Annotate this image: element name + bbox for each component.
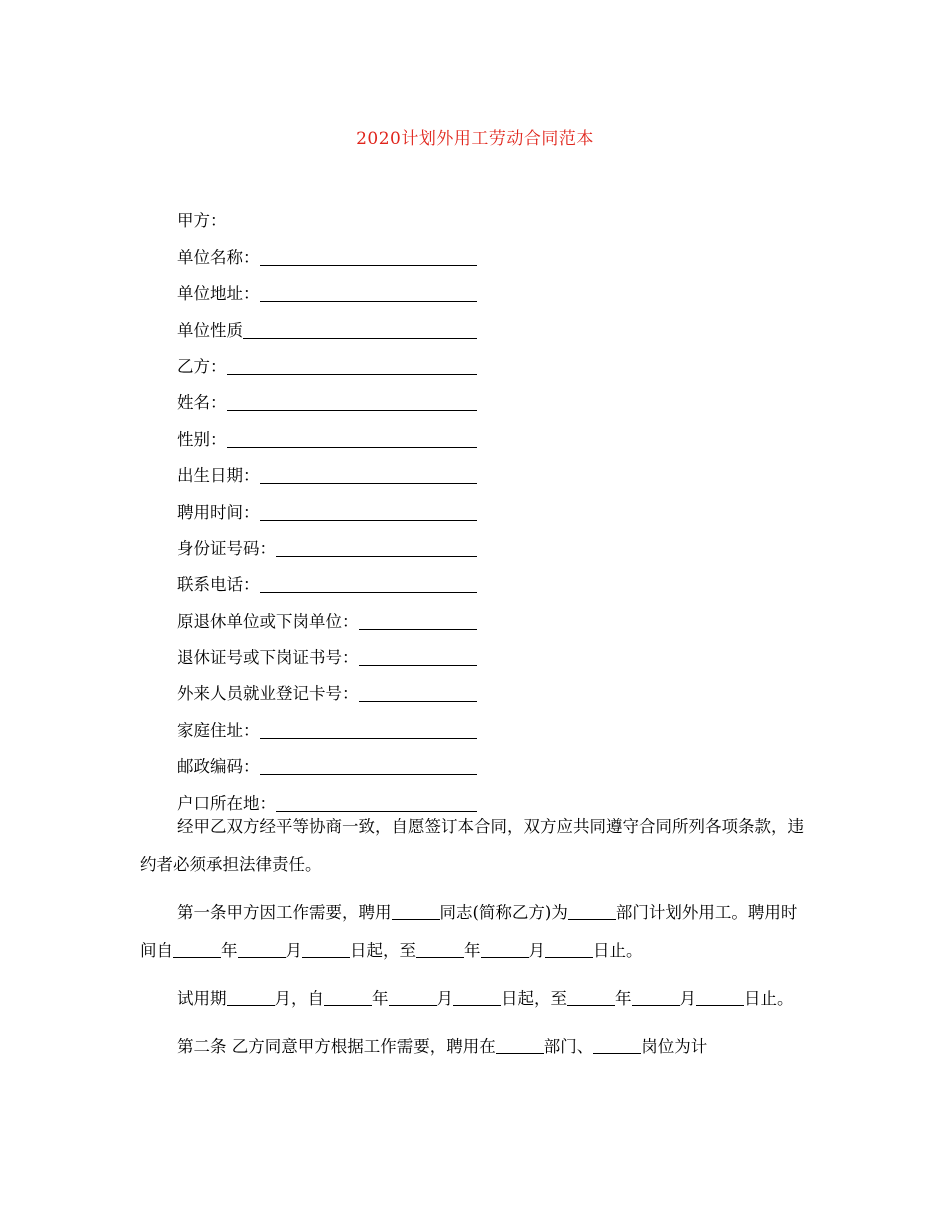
fill-in-blank[interactable] [496, 1037, 544, 1054]
fill-in-blank[interactable] [392, 903, 440, 920]
field-label: 邮政编码： [177, 757, 260, 777]
contract-paragraph [140, 980, 812, 1018]
form-field [177, 196, 477, 232]
fill-in-blank[interactable] [302, 941, 350, 958]
field-label: 单位名称： [177, 247, 260, 267]
fill-in-blank[interactable] [545, 941, 593, 958]
paragraph-text: 日起，至 [350, 941, 416, 960]
form-field [177, 342, 477, 378]
paragraph-text: 日止。 [593, 941, 643, 960]
field-label: 聘用时间： [177, 502, 260, 522]
paragraph-text: 试用期 [177, 989, 227, 1008]
paragraph-text: 同志(简称乙方)为 [439, 903, 568, 922]
form-field [177, 560, 477, 596]
paragraph-text: 部门、 [543, 1037, 594, 1056]
field-blank-line[interactable] [359, 683, 478, 702]
field-label: 甲方： [177, 211, 227, 231]
paragraph-text: 月 [679, 989, 696, 1008]
field-blank-line[interactable] [260, 574, 478, 593]
fill-in-blank[interactable] [416, 941, 464, 958]
form-field [177, 305, 477, 341]
paragraph-text: 第一条甲方因工作需要，聘用 [177, 903, 392, 922]
field-label: 单位性质 [177, 320, 243, 340]
party-info-fields [177, 196, 477, 815]
paragraph-text: 月，自 [274, 989, 324, 1008]
contract-paragraph [140, 1028, 812, 1066]
document-title: 2020计划外用工劳动合同范本 [356, 129, 594, 149]
paragraph-text: 月 [285, 941, 302, 960]
fill-in-blank[interactable] [173, 941, 221, 958]
field-label: 出生日期： [177, 466, 260, 486]
field-label: 乙方： [177, 356, 227, 376]
form-field [177, 378, 477, 414]
fill-in-blank[interactable] [389, 989, 437, 1006]
fill-in-blank[interactable] [593, 1037, 641, 1054]
form-field [177, 596, 477, 632]
fill-in-blank[interactable] [567, 989, 615, 1006]
field-blank-line[interactable] [359, 647, 478, 666]
form-field [177, 669, 477, 705]
field-blank-line[interactable] [227, 211, 478, 229]
field-blank-line[interactable] [227, 356, 478, 375]
form-field [177, 742, 477, 778]
field-blank-line[interactable] [260, 502, 478, 521]
fill-in-blank[interactable] [696, 989, 744, 1006]
contract-paragraph [140, 894, 812, 970]
contract-paragraph [140, 808, 812, 884]
field-blank-line[interactable] [227, 392, 478, 411]
paragraph-text: 月 [528, 941, 545, 960]
form-field [177, 524, 477, 560]
field-label: 外来人员就业登记卡号： [177, 684, 359, 704]
field-blank-line[interactable] [260, 720, 478, 739]
field-label: 家庭住址： [177, 720, 260, 740]
fill-in-blank[interactable] [227, 989, 275, 1006]
field-label: 联系电话： [177, 575, 260, 595]
field-blank-line[interactable] [260, 247, 478, 266]
form-field [177, 414, 477, 450]
fill-in-blank[interactable] [453, 989, 501, 1006]
paragraph-text: 岗位为计 [641, 1037, 708, 1056]
paragraph-text: 月 [436, 989, 453, 1008]
paragraph-text: 日止。 [744, 989, 794, 1008]
field-blank-line[interactable] [227, 429, 478, 448]
field-blank-line[interactable] [260, 283, 478, 302]
field-label: 单位地址： [177, 284, 260, 304]
field-blank-line[interactable] [260, 756, 478, 775]
paragraph-text: 经甲乙双方经平等协商一致，自愿签订本合同，双方应共同遵守合同所列各项条款，违约者必须承担法律责任。 [140, 817, 804, 874]
field-blank-line[interactable] [276, 538, 477, 557]
form-field [177, 451, 477, 487]
fill-in-blank[interactable] [568, 903, 616, 920]
fill-in-blank[interactable] [324, 989, 372, 1006]
form-field [177, 232, 477, 268]
fill-in-blank[interactable] [632, 989, 680, 1006]
field-blank-line[interactable] [359, 611, 478, 630]
field-label: 性别： [177, 429, 227, 449]
field-blank-line[interactable] [260, 465, 478, 484]
fill-in-blank[interactable] [238, 941, 286, 958]
form-field [177, 269, 477, 305]
field-label: 身份证号码： [177, 538, 276, 558]
paragraph-text: 第二条 乙方同意甲方根据工作需要，聘用在 [177, 1037, 496, 1056]
paragraph-text: 日起，至 [501, 989, 567, 1008]
paragraph-text: 年 [615, 989, 632, 1008]
form-field [177, 705, 477, 741]
paragraph-text: 年 [372, 989, 389, 1008]
paragraph-text: 年 [464, 941, 481, 960]
field-label: 退休证号或下岗证书号： [177, 648, 359, 668]
form-field [177, 633, 477, 669]
form-field [177, 487, 477, 523]
paragraph-text: 部门计划外用工。聘用时间自 [140, 903, 798, 960]
field-blank-line[interactable] [243, 320, 477, 339]
field-label: 姓名： [177, 393, 227, 413]
field-label: 原退休单位或下岗单位： [177, 611, 359, 631]
fill-in-blank[interactable] [481, 941, 529, 958]
paragraph-text: 年 [221, 941, 238, 960]
field-label: 户口所在地： [177, 793, 276, 813]
contract-body [140, 808, 812, 1076]
